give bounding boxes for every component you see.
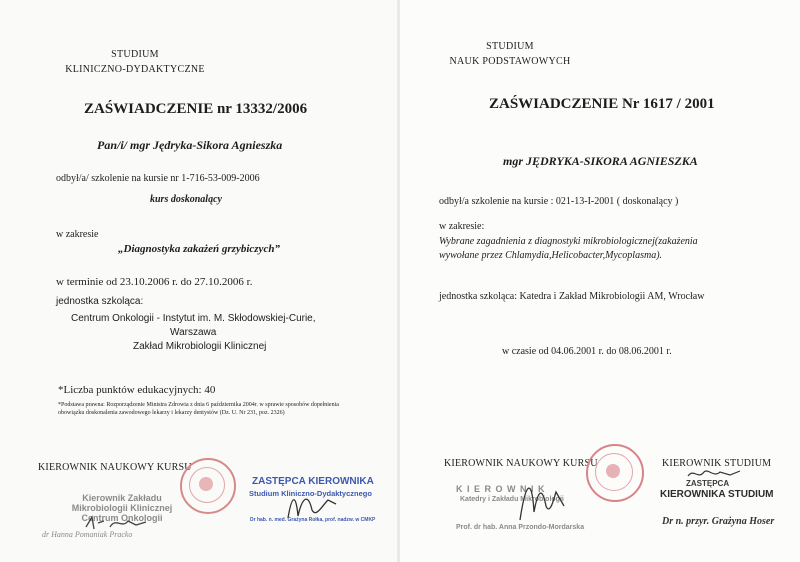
header-line1: STUDIUM (486, 41, 534, 52)
stamp-right-line1: ZASTĘPCA KIEROWNIKA (252, 476, 374, 487)
course-type: kurs doskonalący (150, 194, 222, 205)
header-line1: STUDIUM (111, 49, 159, 60)
header-line2: NAUK PODSTAWOWYCH (449, 56, 571, 67)
header-studium (0, 47, 270, 77)
certificate-title: ZAŚWIADCZENIE Nr 1617 / 2001 (489, 96, 715, 112)
unit-line3: Zakład Mikrobiologii Klinicznej (133, 341, 267, 352)
unit-line: jednostka szkoląca: Katedra i Zakład Mikrobiologii AM, Wrocław (439, 291, 705, 302)
unit-label: jednostka szkoląca: (56, 296, 144, 307)
stamp-right-line1: ZASTĘPCA (686, 479, 730, 488)
stamp-right-line2: KIEROWNIKA STUDIUM (660, 489, 774, 500)
round-seal (586, 444, 644, 502)
certificate-title: ZAŚWIADCZENIE nr 13332/2006 (84, 101, 308, 117)
scope-value: „Diagnostyka zakażeń grzybiczych” (118, 243, 280, 255)
unit-line1: Centrum Onkologii - Instytut im. M. Skłodowskiej-Curie, (71, 313, 316, 324)
signature-left (512, 476, 572, 524)
stamp-right-name: Dr hab. n. med. Grażyna Rołka, prof. nadzw. w CMKP (250, 517, 376, 523)
scope-label: w zakresie: (439, 221, 485, 232)
stamp-left-line2: Mikrobiologii Klinicznej (71, 503, 173, 513)
stamp-left-name: Prof. dr hab. Anna Przondo-Mordarska (456, 524, 585, 531)
header-line2: KLINICZNO-DYDAKTYCZNE (65, 64, 205, 75)
stamp-left-name: dr Hanna Pomaniak Pracko (42, 530, 133, 539)
sign-title-right: KIEROWNIK STUDIUM (662, 458, 772, 469)
edu-points: *Liczba punktów edukacyjnych: 40 (58, 384, 216, 396)
scope-line2: wywołane przez Chlamydia,Helicobacter,Mycoplasma). (439, 250, 663, 261)
sign-title-left: KIEROWNIK NAUKOWY KURSU (444, 458, 598, 469)
term-line: w czasie od 04.06.2001 r. do 08.06.2001 r. (502, 346, 672, 357)
unit-line2: Warszawa (170, 327, 217, 338)
term-line: w terminie od 23.10.2006 r. do 27.10.2006 r. (56, 276, 253, 288)
stamp-left-line1: Kierownik Zakładu (82, 493, 162, 503)
sign-title-left: KIEROWNIK NAUKOWY KURSU (38, 462, 192, 473)
course-number-line: odbył/a szkolenie na kursie : 021-13-I-2001 ( doskonalący ) (439, 196, 679, 207)
header-studium (420, 39, 600, 69)
scope-line1: Wybrane zagadnienia z diagnostyki mikrobiologicznej(zakażenia (439, 236, 698, 247)
stamp-left-line2: Katedry i Zakładu Mikrobiologii (460, 496, 564, 503)
stamp-left-line1: K I E R O W N I K (456, 484, 546, 494)
stamp-right-line2: Studium Kliniczno-Dydaktycznego (249, 489, 372, 498)
scope-label: w zakresie (56, 229, 99, 240)
course-number-line: odbył/a/ szkolenie na kursie nr 1-716-53-009-2006 (56, 173, 260, 184)
round-seal (180, 458, 236, 514)
recipient-name: mgr JĘDRYKA-SIKORA AGNIESZKA (503, 154, 698, 168)
legal-footnote: *Podstawa prawna: Rozporządzenie Ministra Zdrowia z dnia 6 października 2004r. w sprawie sposobów dopełnienia obowiązku doskonalenia zawodowego lekarzy i lekarzy dentystów (Dz. U. Nr 231, poz. 2326) (58, 402, 339, 416)
certificate-left (0, 0, 397, 562)
stamp-right-name: Dr n. przyr. Grażyna Hoser (662, 516, 775, 527)
recipient-name: Pan/i/ mgr Jędryka-Sikora Agnieszka (97, 138, 283, 152)
certificate-right (400, 0, 800, 562)
stamp-left-line3: Centrum Onkologii (81, 513, 163, 523)
